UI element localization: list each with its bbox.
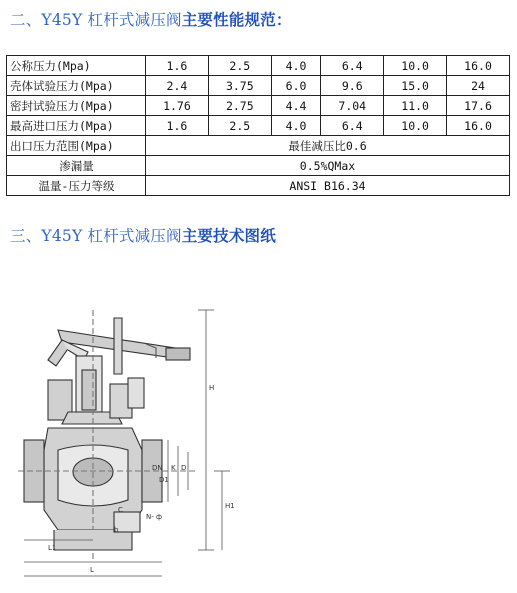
table-cell: 3.75: [208, 76, 271, 96]
table-cell: 10.0: [384, 116, 447, 136]
dim-label: b: [114, 526, 119, 534]
row-label: 出口压力范围(Mpa): [7, 136, 146, 156]
dim-label: H1: [225, 502, 235, 510]
dim-label: L1: [48, 544, 57, 552]
section-heading-drawings: [10, 224, 276, 246]
table-cell: 16.0: [447, 116, 510, 136]
table-cell: 16.0: [447, 56, 510, 76]
table-cell: 1.6: [146, 116, 209, 136]
heading-bold: 主要技术图纸: [181, 227, 276, 245]
table-cell: 6.4: [321, 116, 384, 136]
dim-label: L: [90, 566, 94, 574]
dim-label: D: [181, 464, 187, 472]
table-row: [7, 156, 510, 176]
row-label: 公称压力(Mpa): [7, 56, 146, 76]
row-label: 温量-压力等级: [7, 176, 146, 196]
table-cell: 10.0: [384, 56, 447, 76]
table-row: [7, 56, 510, 76]
dim-label: D1: [159, 476, 169, 484]
table-row: [7, 116, 510, 136]
dim-label: C: [118, 506, 123, 514]
table-cell: 2.4: [146, 76, 209, 96]
table-cell: 2.5: [208, 116, 271, 136]
table-cell: 0.5%QMax: [146, 156, 510, 176]
table-cell: 1.76: [146, 96, 209, 116]
table-cell: 7.04: [321, 96, 384, 116]
table-cell: 最佳减压比0.6: [146, 136, 510, 156]
table-cell: 15.0: [384, 76, 447, 96]
table-row: [7, 76, 510, 96]
table-cell: 2.75: [208, 96, 271, 116]
table-cell: 1.6: [146, 56, 209, 76]
valve-technical-drawing: [18, 300, 256, 582]
table-cell: 6.4: [321, 56, 384, 76]
valve-bonnet: [62, 356, 144, 424]
heading-number: 二、: [10, 11, 42, 29]
dim-label: K: [171, 464, 176, 472]
dim-label: H: [209, 384, 215, 392]
table-row: [7, 136, 510, 156]
table-cell: 2.5: [208, 56, 271, 76]
row-label: 最高进口压力(Mpa): [7, 116, 146, 136]
table-cell: 4.0: [271, 56, 321, 76]
performance-spec-table: [6, 55, 510, 196]
table-cell: 11.0: [384, 96, 447, 116]
table-cell: 4.4: [271, 96, 321, 116]
heading-bold: 主要性能规范：: [181, 11, 292, 29]
dim-label: N- ф: [146, 513, 162, 521]
row-label: 壳体试验压力(Mpa): [7, 76, 146, 96]
table-cell: 17.6: [447, 96, 510, 116]
row-label: 渗漏量: [7, 156, 146, 176]
table-row: [7, 96, 510, 116]
section-heading-performance: [10, 8, 292, 30]
row-label: 密封试验压力(Mpa): [7, 96, 146, 116]
table-cell: ANSI B16.34: [146, 176, 510, 196]
table-cell: 6.0: [271, 76, 321, 96]
table-cell: 9.6: [321, 76, 384, 96]
heading-prefix: Y45Y 杠杆式减压阀: [41, 11, 182, 29]
table-row: [7, 176, 510, 196]
dim-label: DN: [152, 464, 163, 472]
heading-prefix: Y45Y 杠杆式减压阀: [41, 227, 182, 245]
table-cell: 24: [447, 76, 510, 96]
table-cell: 4.0: [271, 116, 321, 136]
heading-number: 三、: [10, 227, 42, 245]
